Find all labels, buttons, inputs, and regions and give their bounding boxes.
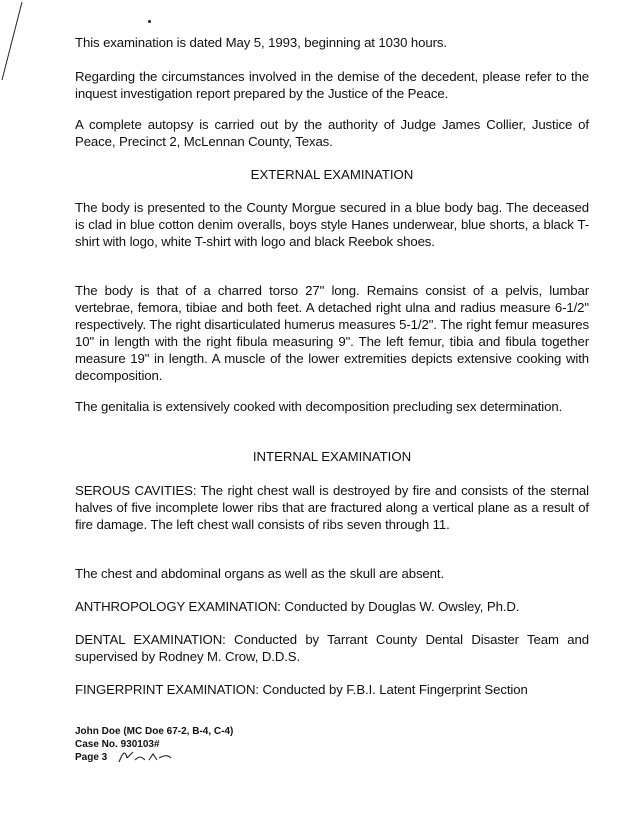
exam-date-paragraph: This examination is dated May 5, 1993, beginning at 1030 hours.: [75, 35, 447, 50]
external-examination-heading: EXTERNAL EXAMINATION: [250, 167, 414, 182]
organs-absent-paragraph: The chest and abdominal organs as well as the skull are absent.: [75, 566, 445, 581]
autopsy-authority-paragraph: A complete autopsy is carried out by the authority of Judge James Collier, Justice of Peace, Precinct 2, McLennan County, Texas.: [75, 117, 589, 149]
footer-page-number: Page 3: [75, 752, 108, 763]
internal-examination-heading: INTERNAL EXAMINATION: [252, 449, 412, 464]
handwritten-initials: [115, 746, 175, 768]
genitalia-paragraph: The genitalia is extensively cooked with decomposition precluding sex determination.: [75, 399, 563, 414]
scan-edge-mark: [0, 0, 30, 90]
circumstances-paragraph: Regarding the circumstances involved in the demise of the decedent, please refer to the inquest investigation report prepared by the Justice of the Peace.: [75, 69, 589, 101]
serous-cavities-paragraph: SEROUS CAVITIES: The right chest wall is destroyed by fire and consists of the sternal halves of five incomplete lower ribs that are fractured along a vertical plane as a result of fire damage. The left chest wall consists of ribs seven through 11.: [75, 483, 589, 532]
footer-case-name: John Doe (MC Doe 67-2, B-4, C-4): [75, 726, 234, 737]
anthropology-paragraph: ANTHROPOLOGY EXAMINATION: Conducted by Douglas W. Owsley, Ph.D.: [75, 599, 520, 614]
dental-paragraph: DENTAL EXAMINATION: Conducted by Tarrant County Dental Disaster Team and supervised by Rodney M. Crow, D.D.S.: [75, 632, 589, 664]
footer-case-number: Case No. 930103#: [75, 739, 160, 750]
remains-description-paragraph: The body is that of a charred torso 27" long. Remains consist of a pelvis, lumbar vertebrae, femora, tibiae and both feet. A detached right ulna and radius measure 6-1/2" respectively. The right disarticulated humerus measures 5-1/2". The right femur measures 10" in length with the right fibula measuring 9". The left femur, tibia and fibula together measure 19" in length. A muscle of the lower extremities depicts extensive cooking with decomposition.: [75, 283, 589, 383]
scan-dot: [148, 20, 151, 23]
fingerprint-paragraph: FINGERPRINT EXAMINATION: Conducted by F.B.I. Latent Fingerprint Section: [75, 682, 528, 697]
body-presentation-paragraph: The body is presented to the County Morgue secured in a blue body bag. The deceased is clad in blue cotton denim overalls, boys style Hanes underwear, blue shorts, a black T-shirt with logo, white T-shirt with logo and black Reebok shoes.: [75, 200, 589, 249]
